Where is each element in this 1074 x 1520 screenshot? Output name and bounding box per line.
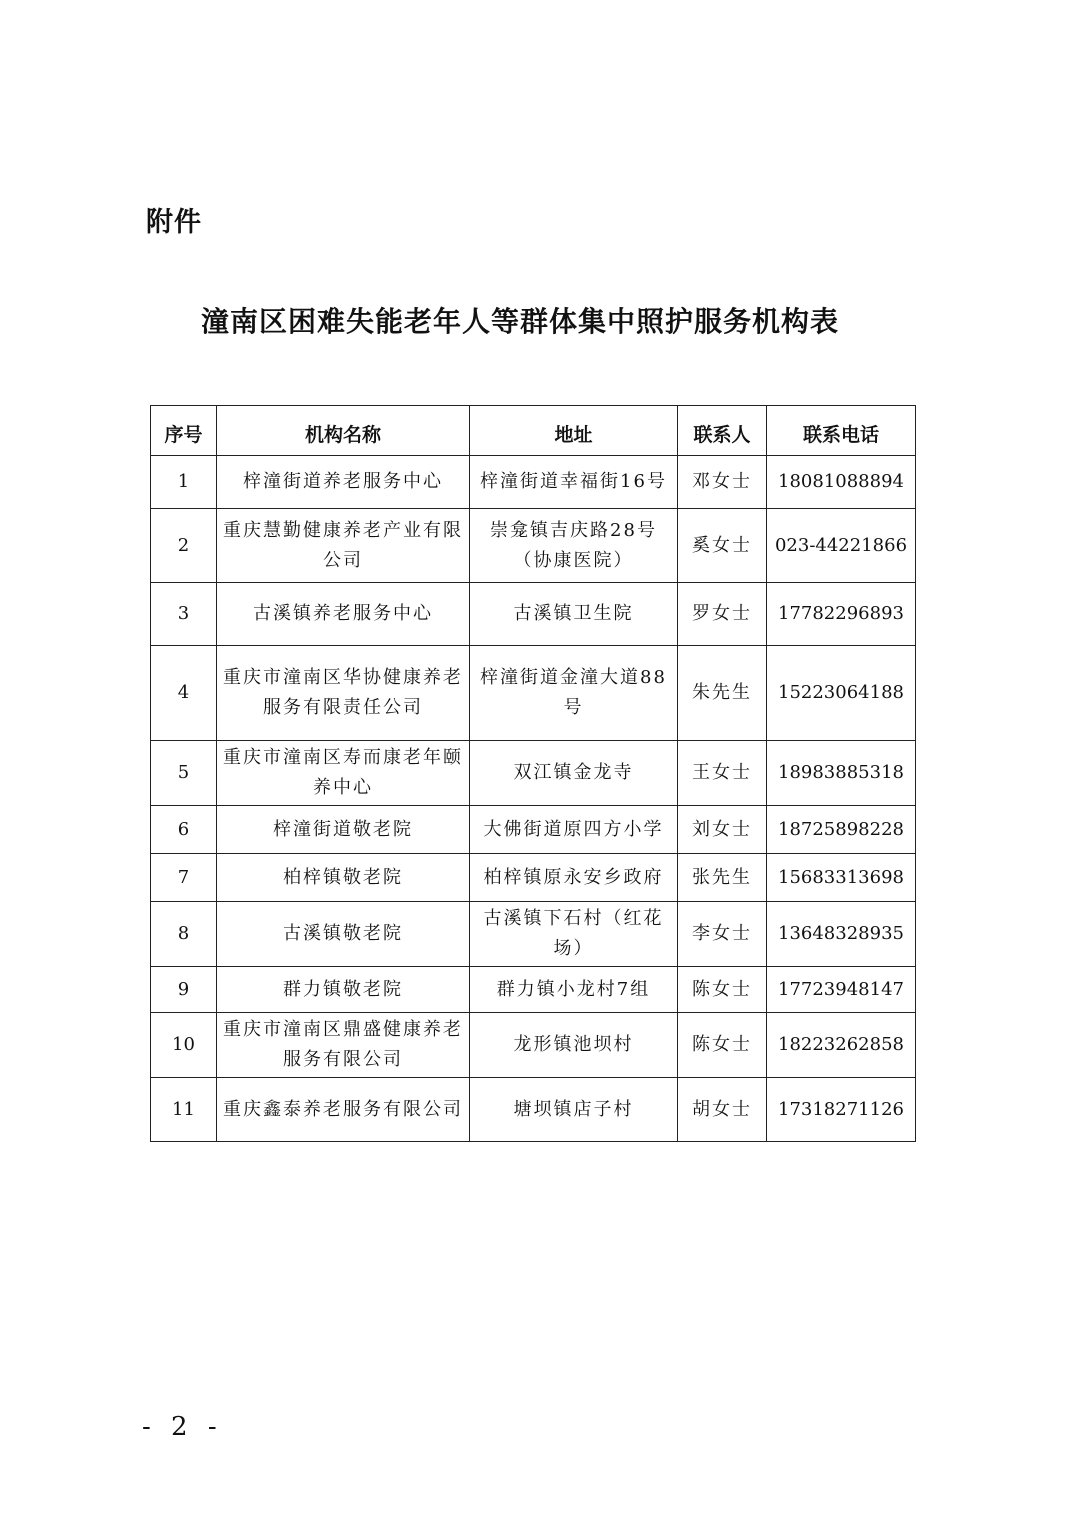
attachment-label: 附件 (146, 207, 202, 238)
table-row (151, 509, 916, 583)
cell-phone: 18725898228 (767, 806, 916, 854)
cell-index: 8 (151, 902, 217, 967)
header-index: 序号 (151, 406, 217, 456)
cell-address: 塘坝镇店子村 (470, 1078, 678, 1142)
cell-phone: 15223064188 (767, 646, 916, 741)
cell-phone: 18081088894 (767, 456, 916, 509)
cell-contact: 陈女士 (678, 967, 767, 1013)
cell-contact: 朱先生 (678, 646, 767, 741)
cell-index: 11 (151, 1078, 217, 1142)
page-number: - 2 - (142, 1412, 223, 1442)
cell-phone: 17782296893 (767, 583, 916, 646)
cell-address: 柏梓镇原永安乡政府 (470, 854, 678, 902)
document-title: 潼南区困难失能老年人等群体集中照护服务机构表 (200, 305, 839, 338)
cell-address: 梓潼街道幸福街16号 (470, 456, 678, 509)
cell-index: 7 (151, 854, 217, 902)
cell-contact: 胡女士 (678, 1078, 767, 1142)
cell-org-name: 重庆市潼南区华协健康养老服务有限责任公司 (217, 646, 470, 741)
table-row (151, 854, 916, 902)
table-row (151, 456, 916, 509)
cell-index: 3 (151, 583, 217, 646)
cell-index: 10 (151, 1013, 217, 1078)
table-row (151, 902, 916, 967)
cell-contact: 陈女士 (678, 1013, 767, 1078)
cell-contact: 罗女士 (678, 583, 767, 646)
cell-phone: 15683313698 (767, 854, 916, 902)
cell-org-name: 古溪镇养老服务中心 (217, 583, 470, 646)
cell-org-name: 梓潼街道敬老院 (217, 806, 470, 854)
cell-address: 梓潼街道金潼大道88号 (470, 646, 678, 741)
institution-table (150, 405, 916, 1142)
cell-index: 4 (151, 646, 217, 741)
table-row (151, 806, 916, 854)
cell-address: 大佛街道原四方小学 (470, 806, 678, 854)
header-phone: 联系电话 (767, 406, 916, 456)
cell-address: 古溪镇下石村（红花场） (470, 902, 678, 967)
cell-org-name: 重庆慧勤健康养老产业有限公司 (217, 509, 470, 583)
cell-phone: 17318271126 (767, 1078, 916, 1142)
table-row (151, 646, 916, 741)
cell-org-name: 群力镇敬老院 (217, 967, 470, 1013)
cell-index: 5 (151, 741, 217, 806)
table-row (151, 1078, 916, 1142)
cell-phone: 17723948147 (767, 967, 916, 1013)
header-org-name: 机构名称 (217, 406, 470, 456)
cell-index: 1 (151, 456, 217, 509)
cell-index: 6 (151, 806, 217, 854)
cell-address: 群力镇小龙村7组 (470, 967, 678, 1013)
cell-org-name: 重庆市潼南区鼎盛健康养老服务有限公司 (217, 1013, 470, 1078)
cell-phone: 023-44221866 (767, 509, 916, 583)
cell-org-name: 梓潼街道养老服务中心 (217, 456, 470, 509)
cell-address: 双江镇金龙寺 (470, 741, 678, 806)
cell-phone: 18223262858 (767, 1013, 916, 1078)
cell-address: 古溪镇卫生院 (470, 583, 678, 646)
cell-org-name: 重庆市潼南区寿而康老年颐养中心 (217, 741, 470, 806)
cell-org-name: 柏梓镇敬老院 (217, 854, 470, 902)
cell-index: 9 (151, 967, 217, 1013)
table-body (151, 456, 916, 1142)
header-address: 地址 (470, 406, 678, 456)
cell-contact: 奚女士 (678, 509, 767, 583)
cell-phone: 18983885318 (767, 741, 916, 806)
table-header (151, 406, 916, 456)
table-row (151, 741, 916, 806)
cell-address: 龙形镇池坝村 (470, 1013, 678, 1078)
cell-contact: 张先生 (678, 854, 767, 902)
cell-contact: 邓女士 (678, 456, 767, 509)
cell-index: 2 (151, 509, 217, 583)
table-row (151, 1013, 916, 1078)
cell-org-name: 重庆鑫泰养老服务有限公司 (217, 1078, 470, 1142)
table-row (151, 583, 916, 646)
header-row (151, 406, 916, 456)
cell-contact: 刘女士 (678, 806, 767, 854)
cell-contact: 李女士 (678, 902, 767, 967)
cell-org-name: 古溪镇敬老院 (217, 902, 470, 967)
cell-phone: 13648328935 (767, 902, 916, 967)
table-row (151, 967, 916, 1013)
header-contact: 联系人 (678, 406, 767, 456)
cell-address: 崇龛镇吉庆路28号（协康医院） (470, 509, 678, 583)
cell-contact: 王女士 (678, 741, 767, 806)
